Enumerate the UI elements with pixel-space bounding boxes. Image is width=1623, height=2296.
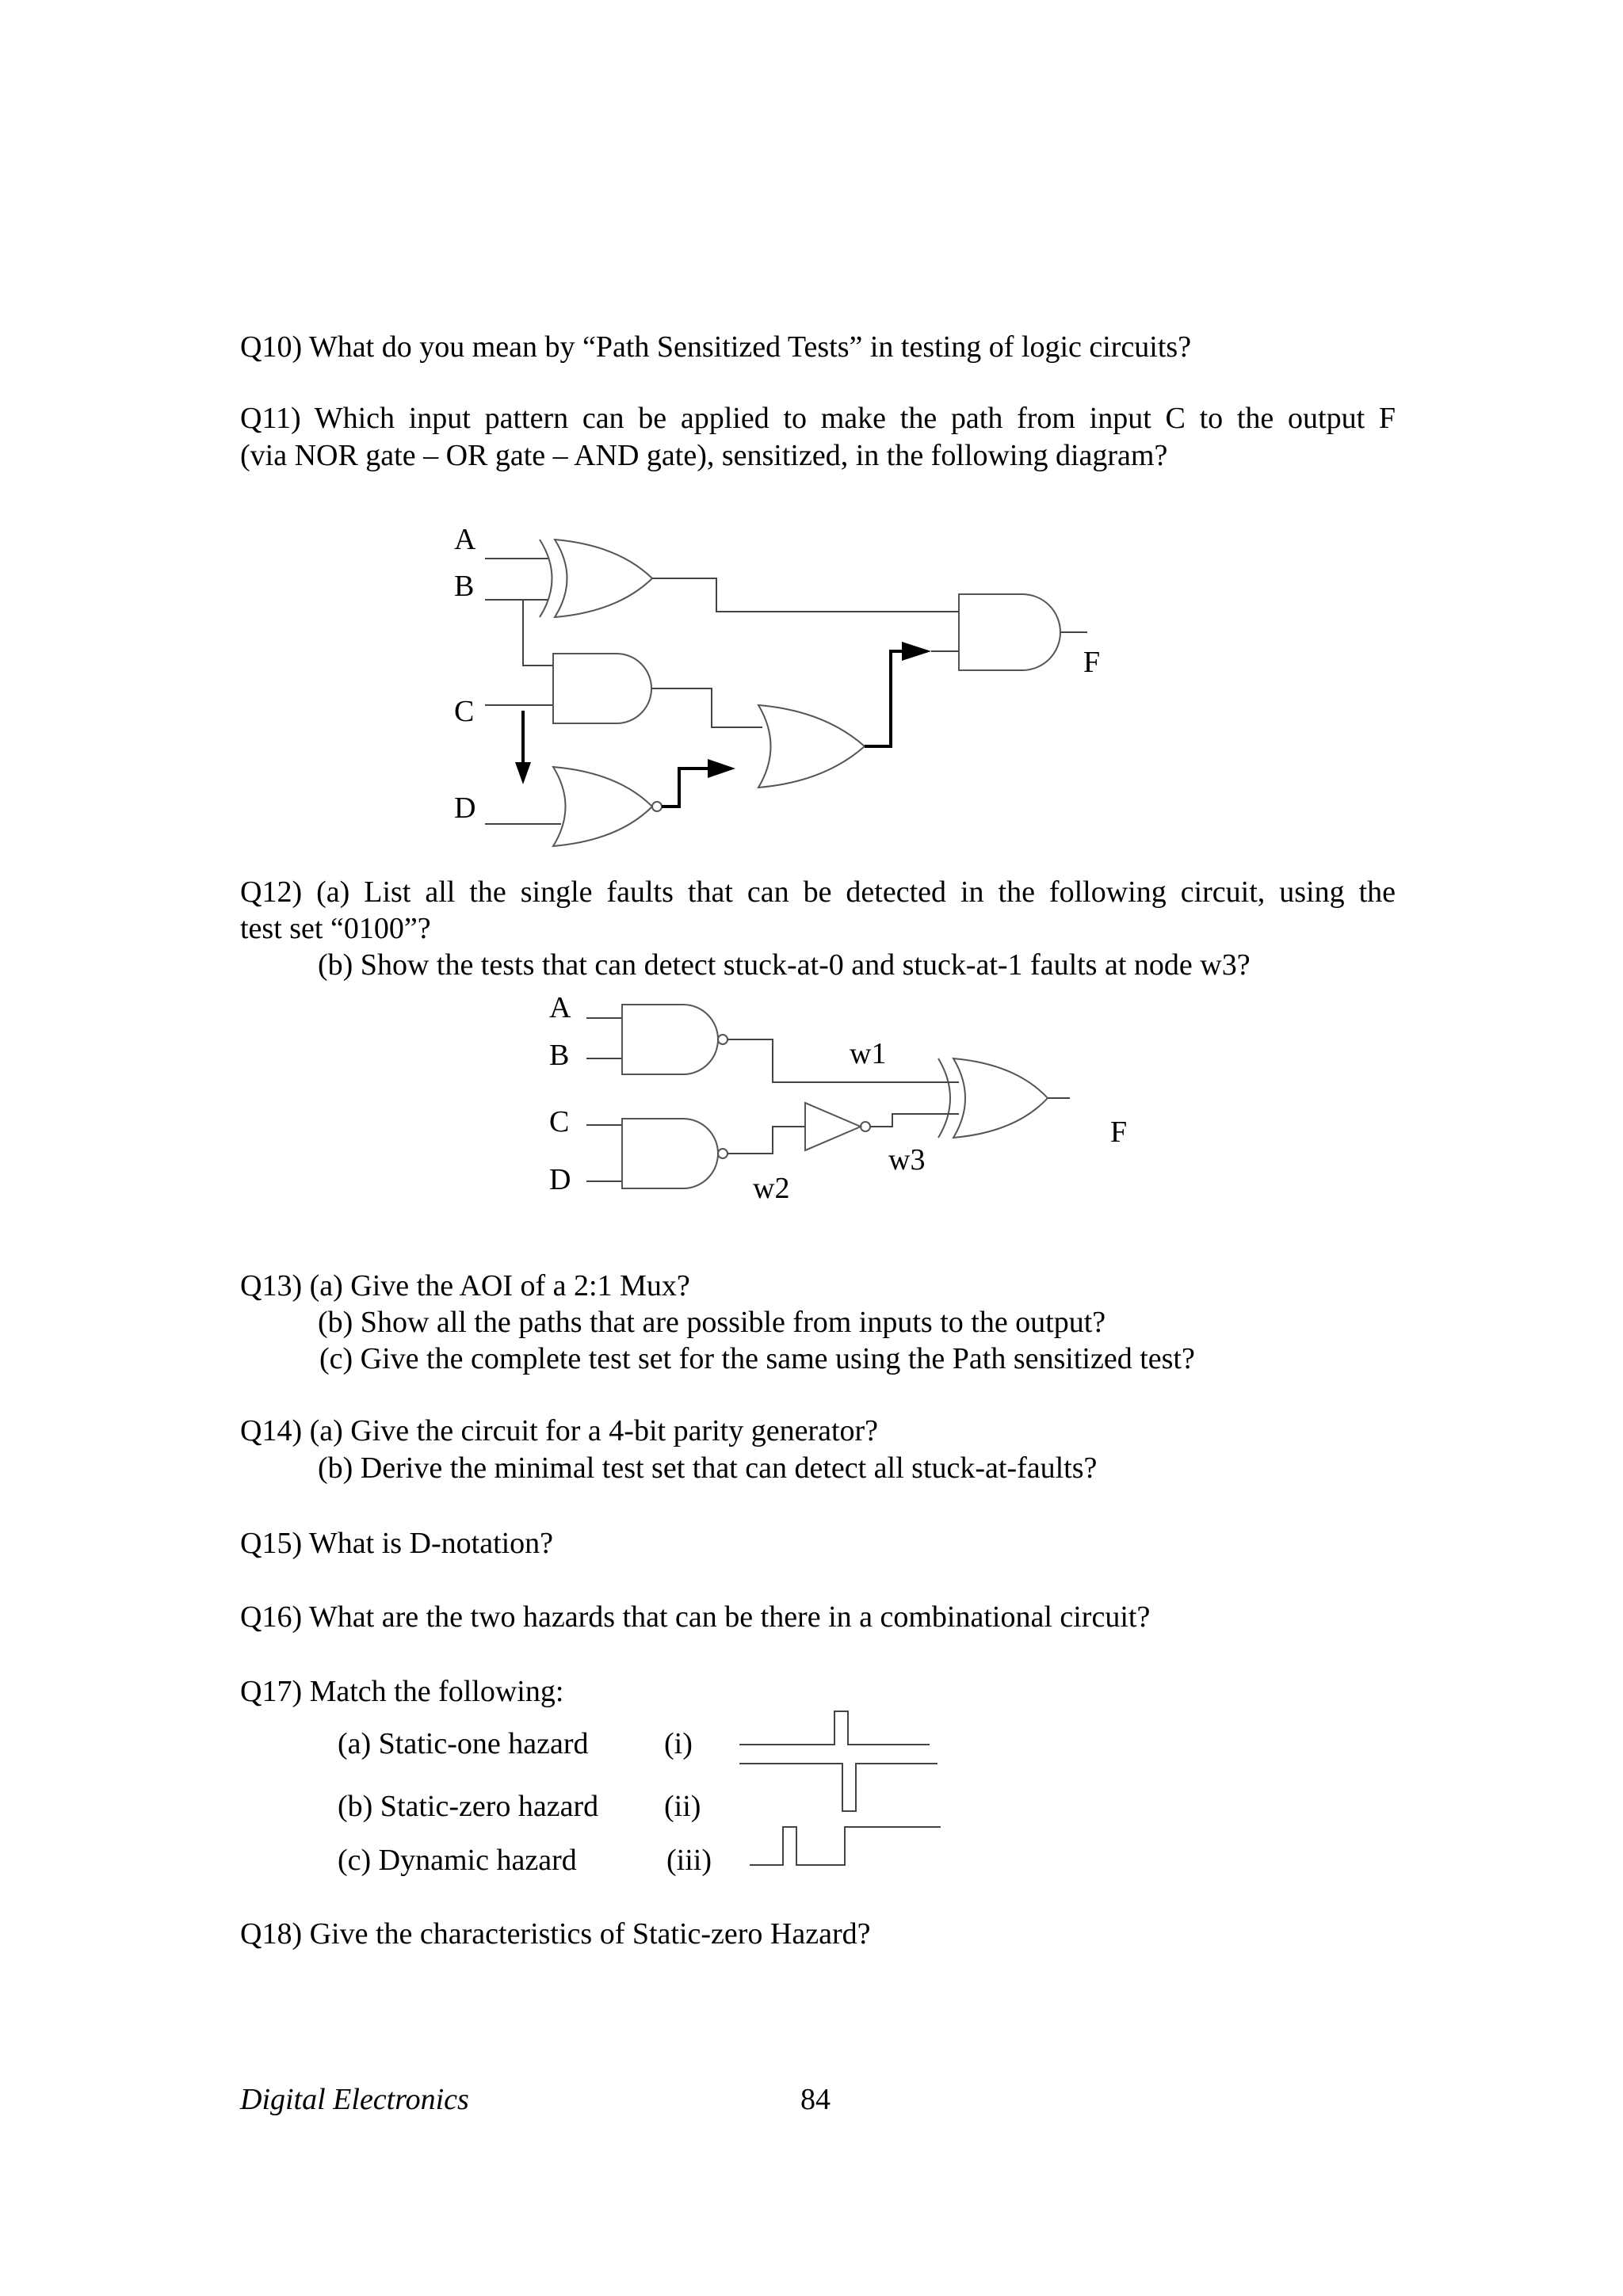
waveform-i-static-zero-glitch <box>739 1711 930 1745</box>
match-item-ii-roman: (ii) <box>664 1790 701 1823</box>
question-q12-line1: Q12) (a) List all the single faults that can be detected in the following circuit, using the <box>240 875 1396 909</box>
match-item-b-label: (b) Static-zero hazard <box>338 1790 599 1823</box>
waveform-iii-dynamic-glitch <box>750 1827 941 1865</box>
question-q10: Q10) What do you mean by “Path Sensitized Tests” in testing of logic circuits? <box>240 330 1192 364</box>
question-q16: Q16) What are the two hazards that can be there in a combinational circuit? <box>240 1600 1151 1634</box>
q12-label-b: B <box>549 1039 570 1072</box>
q11-label-d: D <box>454 791 476 825</box>
question-q12-line3: (b) Show the tests that can detect stuck-at-0 and stuck-at-1 faults at node w3? <box>318 948 1251 982</box>
match-item-iii-roman: (iii) <box>666 1844 712 1877</box>
q11-label-c: C <box>454 695 475 728</box>
question-q13-b: (b) Show all the paths that are possible from inputs to the output? <box>318 1306 1106 1339</box>
match-item-c-label: (c) Dynamic hazard <box>338 1844 577 1877</box>
question-q11-line1: Q11) Which input pattern can be applied to make the path from input C to the output F <box>240 402 1396 435</box>
question-q15: Q15) What is D-notation? <box>240 1527 554 1560</box>
question-q17-title: Q17) Match the following: <box>240 1675 564 1708</box>
question-q14-b: (b) Derive the minimal test set that can detect all stuck-at-faults? <box>318 1451 1098 1485</box>
question-q18: Q18) Give the characteristics of Static-zero Hazard? <box>240 1917 871 1951</box>
question-q12-line2: test set “0100”? <box>240 912 431 945</box>
q12-label-c: C <box>549 1105 570 1138</box>
question-q11-line2: (via NOR gate – OR gate – AND gate), sensitized, in the following diagram? <box>240 439 1168 472</box>
question-q13-a: Q13) (a) Give the AOI of a 2:1 Mux? <box>240 1269 690 1302</box>
page-number: 84 <box>800 2083 831 2116</box>
waveform-ii-static-one-glitch <box>739 1764 938 1811</box>
q12-label-w3: w3 <box>888 1143 926 1177</box>
question-q13-c: (c) Give the complete test set for the same using the Path sensitized test? <box>319 1342 1195 1375</box>
q11-label-a: A <box>454 523 476 556</box>
q12-label-w2: w2 <box>753 1172 790 1205</box>
q12-label-f: F <box>1110 1116 1128 1149</box>
match-item-a-label: (a) Static-one hazard <box>338 1727 589 1760</box>
q11-label-f: F <box>1083 646 1101 679</box>
footer-title: Digital Electronics <box>240 2083 469 2116</box>
q12-label-d: D <box>549 1163 571 1196</box>
q11-label-b: B <box>454 570 475 603</box>
q12-label-a: A <box>549 991 571 1024</box>
question-q14-a: Q14) (a) Give the circuit for a 4-bit parity generator? <box>240 1414 879 1447</box>
q12-label-w1: w1 <box>850 1037 887 1070</box>
match-item-i-roman: (i) <box>664 1727 693 1760</box>
